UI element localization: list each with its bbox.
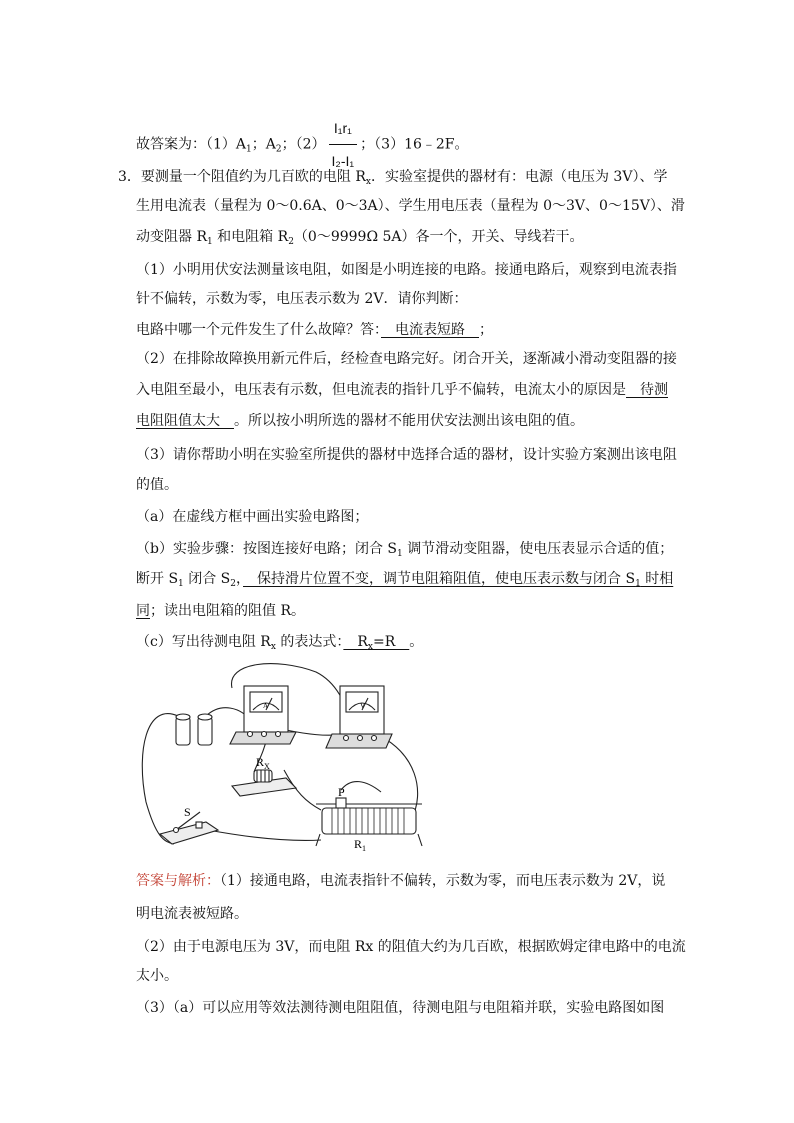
ammeter-icon: [230, 686, 296, 744]
part3b-line: [136, 569, 673, 594]
text: （0～9999Ω 5A）各一个，开关、导线若干。: [293, 229, 584, 245]
text: 保持滑片位置不变，调节电阻箱阻值，使电压表示数与闭合 S: [243, 571, 636, 587]
sub: 1: [246, 144, 252, 155]
answer-prefix: 故答案为：（1）A: [136, 136, 247, 153]
text: 针不偏转，示数为零，电压表示数为 2V．请你判断：: [136, 291, 468, 307]
sub: 1: [178, 579, 184, 589]
answer-suffix: ；（3）16﹣2F。: [360, 136, 469, 153]
text: （2）在排除故障换用新元件后，经检查电路完好。闭合开关，逐渐减小滑动变阻器的接: [136, 351, 677, 367]
text: ；: [479, 322, 493, 338]
slider-label: P: [338, 785, 345, 799]
answer-sep: ；A: [251, 136, 276, 153]
text: ，: [236, 571, 244, 587]
answer-blank: [243, 571, 673, 587]
part3-line: [136, 475, 178, 495]
text: 的表达式：: [275, 634, 344, 650]
wire: [284, 770, 321, 810]
circuit-figure: [136, 662, 436, 858]
solution-line: [136, 904, 248, 924]
part3c-line: [136, 632, 423, 657]
wire: [142, 714, 178, 844]
solution-line: [136, 937, 686, 957]
part1-line: [136, 320, 493, 340]
text: 时相: [640, 571, 674, 587]
solution-label: 答案与解析：: [136, 873, 220, 889]
sub: 1: [207, 237, 213, 247]
part3b-line: [136, 539, 673, 564]
text: R: [343, 634, 368, 650]
part3a-line: [136, 507, 368, 527]
solution-line: [136, 998, 664, 1018]
text: 的值。: [136, 477, 178, 493]
text: 明电流表被短路。: [136, 906, 248, 922]
sub: x: [365, 177, 371, 187]
problem-line: [136, 196, 685, 216]
text: 调节滑动变阻器，使电压表显示合适的值；: [402, 541, 674, 557]
rx-label: $R_X$: [256, 755, 270, 771]
part1-line: [136, 260, 677, 280]
text: 入电阻至最小，电压表有示数，但电流表的指针几乎不偏转，电流太小的原因是: [136, 382, 626, 398]
answer-blank: 电流表短路: [381, 322, 479, 338]
text: 断开 S: [136, 571, 179, 587]
text: （3）请你帮助小明在实验室所提供的器材中选择合适的器材，设计实验方案测出该电阻: [136, 447, 677, 463]
part2-line: [136, 411, 584, 431]
text: 闭合 S: [183, 571, 231, 587]
problem-line: [136, 227, 584, 252]
fraction-denominator: I₂-I₁: [331, 153, 355, 169]
text: （b）实验步骤：按图连接好电路；闭合 S: [136, 541, 398, 557]
text: 3．要测量一个阻值约为几百欧的电阻 R: [118, 169, 366, 185]
solution-line: [136, 966, 178, 986]
part3b-line: [136, 601, 305, 621]
sub: 2: [275, 144, 282, 155]
text: （a）在虚线方框中画出实验电路图；: [136, 509, 369, 525]
answer-blank: 同: [136, 603, 150, 619]
rheostat-label: $R_1$: [354, 837, 367, 853]
wire: [341, 782, 381, 792]
voltmeter-symbol: V: [360, 702, 366, 710]
sub: x: [367, 642, 373, 652]
answer-blank: 电阻阻值太大: [136, 413, 234, 429]
sub: 2: [288, 237, 294, 247]
text: （3）（a）可以应用等效法测待测电阻阻值，待测电阻与电阻箱并联，实验电路图如图: [136, 1000, 665, 1016]
part2-line: [136, 380, 668, 400]
text: （c）写出待测电阻 R: [136, 634, 271, 650]
sub: 2: [230, 579, 237, 589]
fraction-numerator: I₁r₁: [329, 113, 358, 145]
text: 生用电流表（量程为 0～0.6A、0～3A）、学生用电压表（量程为 0～3V、0～15V）、滑: [136, 198, 685, 214]
solution-line: [136, 871, 665, 891]
sub: 1: [397, 549, 403, 559]
text: 和电阻箱 R: [212, 229, 289, 245]
text: 太小。: [136, 968, 178, 984]
text: 电路中哪一个元件发生了什么故障？答：: [136, 322, 381, 338]
sub: x: [270, 642, 276, 652]
ammeter-symbol: A: [263, 702, 269, 710]
answer-blank: 待测: [626, 382, 668, 398]
answer-blank: [343, 634, 409, 650]
text: ．实验室提供的器材有：电源（电压为 3V）、学: [370, 169, 668, 185]
text: （1）接通电路，电流表指针不偏转，示数为零，而电压表示数为 2V，说: [220, 873, 666, 889]
sub: 1: [635, 579, 641, 589]
part1-line: [136, 289, 467, 309]
text: =R: [373, 634, 410, 650]
wire: [208, 830, 321, 840]
answer-sep: ；（2）: [281, 136, 326, 153]
part3-line: [136, 445, 677, 465]
text: 。所以按小明所选的器材不能用伏安法测出该电阻的值。: [234, 413, 584, 429]
text: （2）由于电源电压为 3V，而电阻 Rx 的阻值大约为几百欧，根据欧姆定律电路中的电流: [136, 939, 686, 955]
switch-label: S: [184, 805, 191, 819]
voltmeter-icon: [326, 686, 392, 748]
text: 动变阻器 R: [136, 229, 207, 245]
battery-icon: [176, 714, 212, 745]
part2-line: [136, 349, 677, 369]
problem-line: [118, 167, 667, 192]
rheostat-icon: [316, 798, 422, 846]
text: 。: [409, 634, 424, 650]
text: （1）小明用伏安法测量该电阻，如图是小明连接的电路。接通电路后，观察到电流表指: [136, 262, 677, 278]
text: ；读出电阻箱的阻值 R。: [150, 603, 305, 619]
